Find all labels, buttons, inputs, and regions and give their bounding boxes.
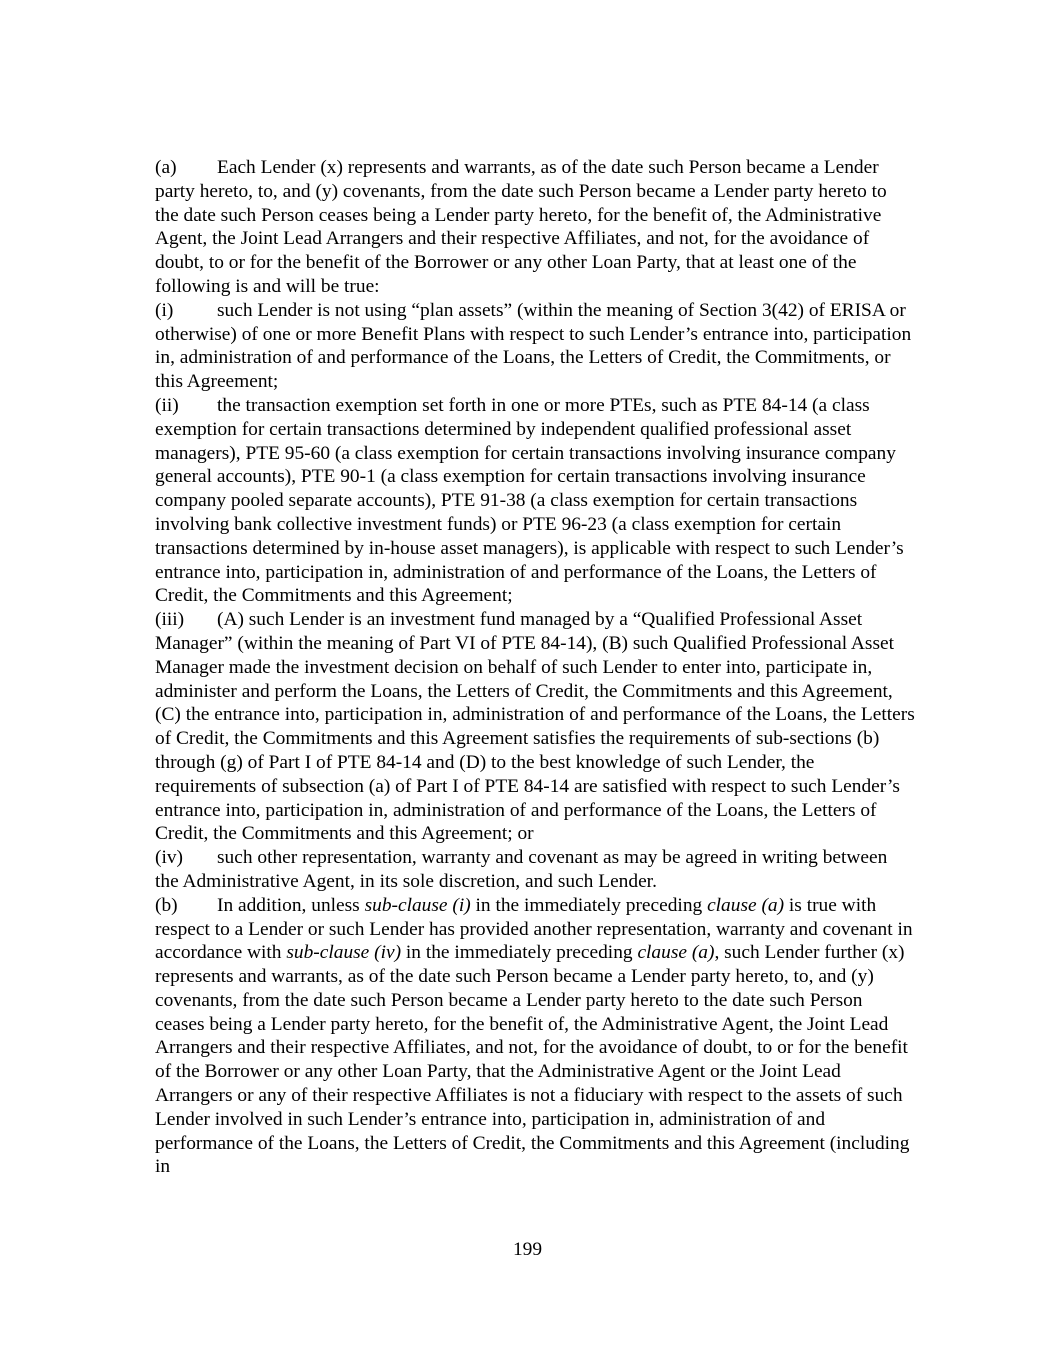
clause-text: (A) such Lender is an investment fund managed by a “Qualified Professional Asset Manager” (within the meaning of Part VI of PTE 84-14), (B) such Qualified Professional Asset Manager made the investment decision on behalf of such Lender to enter into, participate in, administer and perform the Loans, the Letters of Credit, the Commitments and this Agreement, (C) the entrance into, participation in, administration of and performance of the Loans, the Letters of Credit, the Commitments and this Agreement satisfies the requirements of sub-sections (b) through (g) of Part I of PTE 84-14 and (D) to the best knowledge of such Lender, the requirements of subsection (a) of Part I of PTE 84-14 are satisfied with respect to such Lender’s entrance into, participation in, administration of and performance of the Loans, the Letters of Credit, the Commitments and this Agreement; or bbox=[155, 609, 915, 845]
clause-label: (iv) bbox=[155, 847, 183, 869]
subclause-i bbox=[155, 299, 915, 394]
clause-label: (ii) bbox=[155, 394, 179, 416]
clause-b bbox=[155, 894, 915, 1180]
text-segment: in the immediately preceding bbox=[401, 942, 638, 964]
clause-label: (iii) bbox=[155, 609, 185, 631]
document-body bbox=[155, 156, 915, 1179]
clause-label: (a) bbox=[155, 157, 177, 178]
text-segment-italic: sub-clause (iv) bbox=[286, 942, 402, 964]
clause-a bbox=[155, 156, 915, 299]
clause-text: such Lender is not using “plan assets” (within the meaning of Section 3(42) of ERISA or otherwise) of one or more Benefit Plans with respect to such Lender’s entrance into, participation in, administration of and performance of the Loans, the Letters of Credit, the Commitments, or this Agreement; bbox=[155, 299, 912, 393]
text-segment: In addition, unless bbox=[217, 894, 365, 916]
text-segment: is true with respect to a Lender or such Lender has provided another representation, warranty and covenant in accordance with bbox=[155, 894, 913, 964]
clause-text: Each Lender (x) represents and warrants, as of the date such Person became a Lender party hereto, to, and (y) covenants, from the date such Person became a Lender party hereto to the date such Person ceases being a Lender party hereto, for the benefit of, the Administrative Agent, the Joint Lead Arrangers and their respective Affiliates, and not, for the avoidance of doubt, to or for the benefit of the Borrower or any other Loan Party, that at least one of the following is and will be true: bbox=[155, 157, 887, 297]
text-segment-italic: clause (a) bbox=[637, 942, 715, 964]
clause-text: such other representation, warranty and covenant as may be agreed in writing between the Administrative Agent, in its sole discretion, and such Lender. bbox=[155, 847, 888, 892]
clause-label: (b) bbox=[155, 894, 178, 916]
clause-text bbox=[155, 895, 913, 1178]
page-number: 199 bbox=[512, 1239, 543, 1260]
text-segment-italic: sub-clause (i) bbox=[364, 894, 471, 916]
text-segment-italic: clause (a) bbox=[707, 894, 785, 916]
text-segment: , such Lender further (x) represents and warrants, as of the date such Person became a Lender party hereto, to, and (y) covenants, from the date such Person became a Lender party hereto to the date such Person ceases being a Lender party hereto, for the benefit of, the Administrative Agent, the Joint Lead Arrangers and their respective Affiliates, and not, for the avoidance of doubt, to or for the benefit of the Borrower or any other Loan Party, that the Administrative Agent or the Joint Lead Arrangers or any of their respective Affiliates is not a fiduciary with respect to the assets of such Lender involved in such Lender’s entrance into, participation in, administration of and performance of the Loans, the Letters of Credit, the Commitments and this Agreement (including in bbox=[155, 942, 910, 1178]
subclause-iii bbox=[155, 608, 915, 846]
subclause-ii bbox=[155, 394, 915, 608]
subclause-iv bbox=[155, 846, 915, 894]
clause-text: the transaction exemption set forth in one or more PTEs, such as PTE 84-14 (a class exemption for certain transactions determined by independent qualified professional asset managers), PTE 95-60 (a class exemption for certain transactions involving insurance company general accounts), PTE 90-1 (a class exemption for certain transactions involving insurance company pooled separate accounts), PTE 91-38 (a class exemption for certain transactions involving bank collective investment funds) or PTE 96-23 (a class exemption for certain transactions determined by in-house asset managers), is applicable with respect to such Lender’s entrance into, participation in, administration of and performance of the Loans, the Letters of Credit, the Commitments and this Agreement; bbox=[155, 394, 904, 607]
text-segment: in the immediately preceding bbox=[470, 894, 708, 916]
clause-label: (i) bbox=[155, 299, 174, 321]
